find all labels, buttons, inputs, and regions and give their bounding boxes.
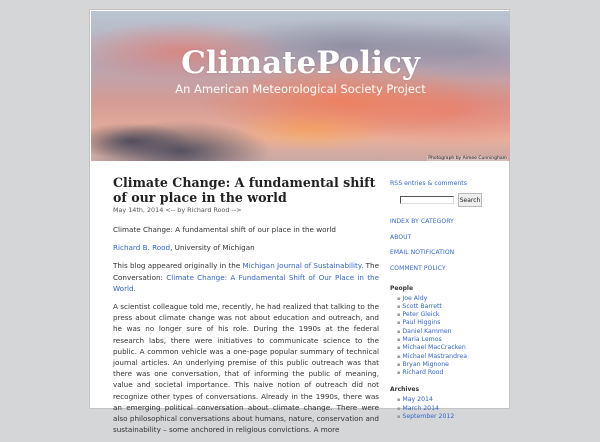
bullet-icon: ▪ (397, 295, 401, 302)
person-link[interactable]: Bryan Mignone (402, 360, 449, 368)
list-item (397, 405, 500, 413)
archive-link[interactable]: March 2014 (402, 404, 439, 412)
post-origin-paragraph (113, 260, 379, 294)
site-description: An American Meteorological Society Project (175, 82, 426, 96)
archive-link[interactable]: September 2012 (402, 413, 455, 421)
list-item (397, 344, 500, 352)
bullet-icon: ▪ (397, 328, 401, 335)
origin-middle: . The Conversation: (113, 261, 380, 282)
author-link[interactable]: Richard B. Rood (113, 243, 171, 253)
bullet-icon: ▪ (397, 336, 401, 343)
bullet-icon: ▪ (397, 397, 401, 404)
bullet-icon: ▪ (397, 312, 401, 319)
sidebar (390, 180, 500, 421)
conversation-link[interactable]: Climate Change: A Fundamental Shift of Our Place in the World (113, 272, 380, 293)
archive-link[interactable]: May 2014 (402, 396, 433, 404)
archives-list (390, 396, 500, 421)
main-content (113, 175, 379, 442)
search-form (400, 193, 500, 207)
person-link[interactable]: Michael MacCracken (402, 344, 466, 352)
bullet-icon: ▪ (397, 414, 401, 421)
list-item (397, 396, 500, 404)
post-body-paragraph: A scientist colleague told me, recently, he had realized that talking to the press about climate change was not about education and outreach, and he was no longer sure of his role. During the 1990s at the federal research labs, there were initiatives to communicate science to the public. A common vehicle was a one-page popular summary of technical journal articles. An underlying premise of this public outreach was that there was one conversation, that of informing the public of meaning, value and societal importance. This naive notion of outreach did not recognize other types of conversations. Already in the 1990s, there was an emerging political conversation about climate change. There were also philosophical conversations about humans, nature, conservation and sustainability – some anchored in religious convictions. A more (113, 302, 379, 435)
bullet-icon: ▪ (397, 361, 401, 368)
archives-heading: Archives (390, 386, 420, 394)
bullet-icon: ▪ (397, 405, 401, 412)
journal-link[interactable]: Michigan Journal of Sustainability (242, 261, 362, 271)
people-list (390, 295, 500, 378)
post-meta: May 14th, 2014 <-- by Richard Rood --> (113, 206, 242, 214)
bullet-icon: ▪ (397, 370, 401, 377)
bullet-icon: ▪ (397, 303, 401, 310)
search-button[interactable]: Search (458, 193, 482, 207)
person-link[interactable]: Joe Aldy (402, 294, 428, 302)
list-item (397, 413, 500, 421)
header-banner (91, 11, 510, 161)
list-item (397, 295, 500, 303)
person-link[interactable]: Michael Mastrandrea (402, 352, 468, 360)
bullet-icon: ▪ (397, 353, 401, 360)
person-link[interactable]: Maria Lemos (402, 335, 442, 343)
nav-index-by-category[interactable]: INDEX BY CATEGORY (390, 218, 454, 225)
photo-credit: Photograph by Aimee Cunningham (428, 156, 507, 161)
list-item (397, 303, 500, 311)
list-item (397, 353, 500, 361)
rss-link[interactable]: RSS entries & comments (390, 180, 467, 187)
nav-email-notification[interactable]: EMAIL NOTIFICATION (390, 249, 455, 256)
list-item (397, 361, 500, 369)
site-title[interactable]: ClimatePolicy (181, 45, 420, 81)
post-intro-line: Climate Change: A fundamental shift of our place in the world (113, 225, 336, 234)
people-heading: People (390, 284, 414, 292)
origin-prefix: This blog appeared originally in the (113, 261, 243, 271)
person-link[interactable]: Daniel Kammen (402, 327, 452, 335)
person-link[interactable]: Scott Barrett (402, 302, 442, 310)
person-link[interactable]: Peter Gleick (402, 311, 440, 319)
person-link[interactable]: Richard Rood (402, 369, 444, 377)
bullet-icon: ▪ (397, 320, 401, 327)
person-link[interactable]: Paul Higgins (402, 319, 441, 327)
post-author-line (113, 242, 379, 253)
list-item (397, 328, 500, 336)
search-input[interactable] (400, 196, 454, 204)
bullet-icon: ▪ (397, 345, 401, 352)
list-item (397, 336, 500, 344)
nav-comment-policy[interactable]: COMMENT POLICY (390, 264, 446, 272)
list-item (397, 319, 500, 327)
nav-about[interactable]: ABOUT (390, 233, 412, 241)
list-item (397, 311, 500, 319)
list-item (397, 369, 500, 377)
author-affiliation: , University of Michigan (170, 243, 255, 253)
origin-suffix: . (133, 283, 136, 293)
page-container (89, 9, 510, 435)
post-title[interactable]: Climate Change: A fundamental shift of our place in the world (113, 175, 376, 205)
